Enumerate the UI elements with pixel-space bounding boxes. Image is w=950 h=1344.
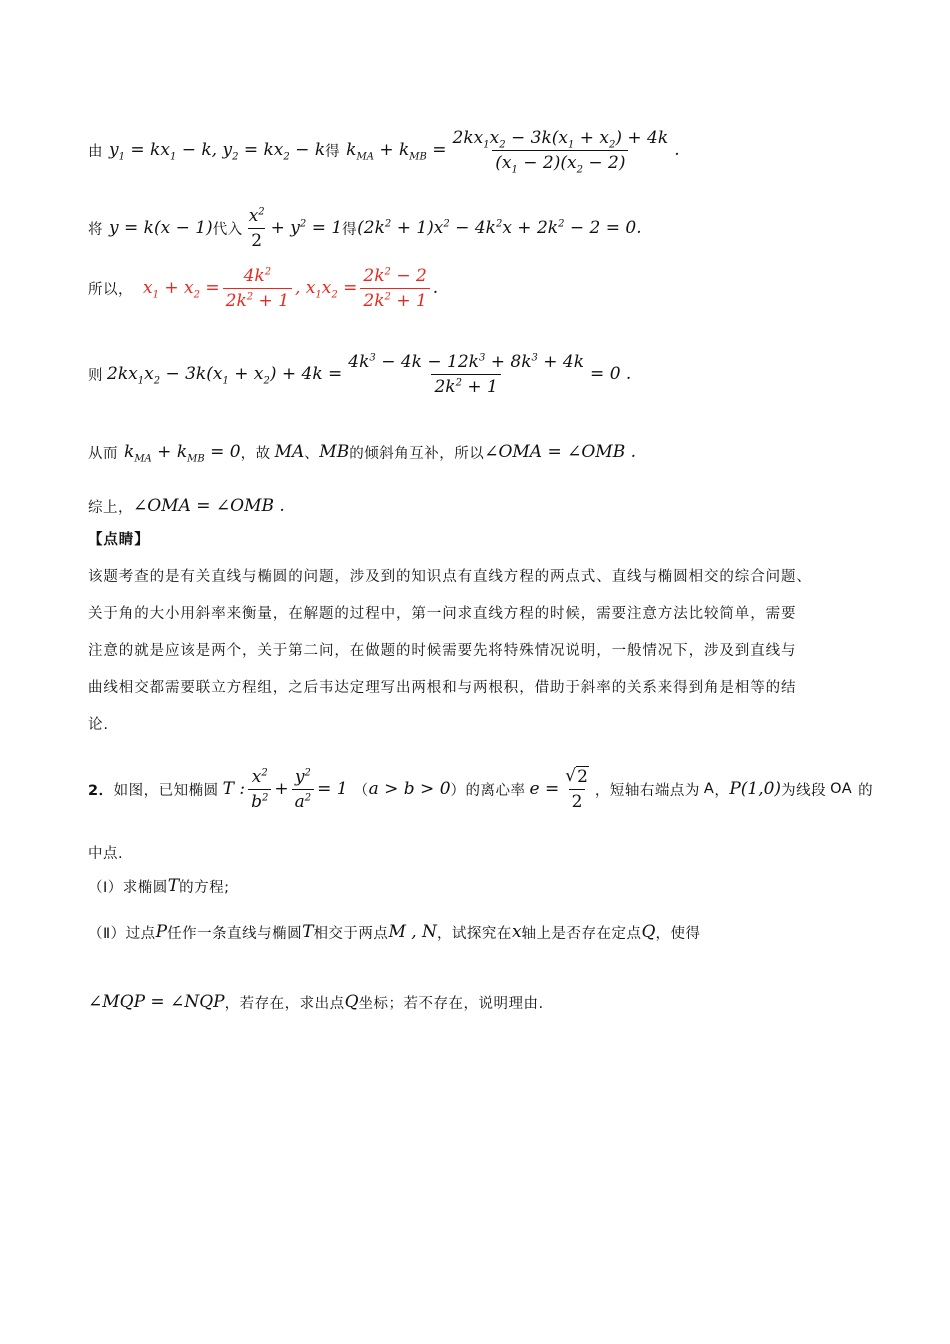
math-expression: .: [432, 278, 439, 298]
text: （: [353, 782, 369, 799]
equation-line-5: [88, 432, 880, 472]
math-fraction: √ 2 2: [565, 766, 588, 812]
text: 的方程;: [179, 879, 230, 896]
equation-line-2: [88, 200, 880, 256]
math-expression: ∠OMA = ∠OMB .: [484, 442, 637, 462]
part-2-continued: [88, 982, 880, 1022]
equation-line-1: [88, 120, 880, 180]
math-expression: M , N: [388, 922, 437, 942]
math-expression: $(2k^2 + 1)x^2 - 4k^2x + 2k^2 - 2 = 0$.: [357, 218, 642, 238]
math-fraction: $\frac{4k^2}{2k^2 + 1}$: [223, 266, 292, 311]
problem-2-continued: [88, 838, 880, 866]
math-expression: MB: [319, 442, 350, 462]
math-expression: , $x_1x_2$ =: [295, 278, 358, 301]
comment-heading: 【点睛】: [88, 532, 150, 548]
math-expression: P(1,0): [729, 779, 782, 799]
math-fraction: $\frac{x^2}{2}$: [248, 205, 265, 251]
text: ，故: [240, 445, 271, 462]
text: 相交于两点: [313, 925, 389, 942]
math-expression: a > b > 0: [368, 779, 451, 799]
math-expression: x: [511, 922, 522, 942]
problem-2-statement: [88, 758, 880, 820]
text: 由: [88, 143, 103, 160]
math-expression: ∠MQP = ∠NQP: [88, 992, 225, 1012]
text: ，试探究在: [436, 925, 512, 942]
math-expression: MA: [274, 442, 305, 462]
math-expression: ∠OMA = ∠OMB .: [133, 496, 285, 516]
math-expression: $k_{MA} + k_{MB} = 0$: [124, 442, 241, 465]
math-expression: $x_1 + x_2$ =: [143, 278, 220, 301]
text: 从而: [88, 445, 118, 462]
math-expression: e =: [529, 779, 560, 799]
math-expression: T: [167, 876, 180, 896]
math-expression: T :: [222, 779, 246, 799]
text: 、: [304, 445, 320, 462]
comment-line: 曲线相交都需要联立方程组，之后韦达定理写出两根和与两根积，借助于斜率的关系来得到角是相等的结: [88, 680, 797, 696]
math-expression: + $y^2 = 1$: [270, 218, 343, 238]
text: 如图，已知椭圆: [113, 782, 219, 799]
text: 坐标；若不存在，说明理由.: [358, 995, 544, 1012]
math-expression: y = k(x − 1): [109, 218, 213, 238]
text: ，若存在，求出点: [224, 995, 345, 1012]
sqrt-symbol: √ 2: [565, 766, 588, 787]
text: ）的离心率: [450, 782, 526, 799]
comment-line: 论.: [88, 717, 109, 733]
math-fraction: $\frac{y^2}{a^2}$: [292, 767, 315, 812]
part-1: [88, 872, 880, 900]
math-expression: $y_1 = kx_1 - k$, $y_2 = kx_2 - k$: [109, 140, 326, 163]
math-fraction: $\frac{x^2}{b^2}$: [248, 767, 271, 812]
math-fraction: $\frac{2kx_1x_2 - 3k(x_1 + x_2) + 4k}{(x_1 - 2)(x_2 - 2)}$: [452, 127, 669, 175]
text: 代入: [212, 221, 243, 238]
equation-line-3: [88, 260, 880, 316]
comment-line: 该题考查的是有关直线与椭圆的问题，涉及到的知识点有直线方程的两点式、直线与椭圆相交的综合问题、: [88, 569, 812, 585]
text: 则: [88, 367, 103, 384]
math-expression: = 1: [317, 779, 348, 799]
comment-block: [88, 522, 868, 744]
text: ，: [714, 782, 730, 799]
math-expression: .: [674, 140, 680, 160]
text: 轴上是否存在定点: [521, 925, 642, 942]
math-expression: Q: [344, 992, 359, 1012]
math-expression: +: [274, 779, 289, 799]
text: 得: [342, 221, 358, 238]
text: ，短轴右端点为: [594, 782, 700, 799]
math-expression: T: [302, 922, 314, 942]
equation-line-6: [88, 488, 880, 524]
text: A: [703, 781, 715, 797]
math-expression: P: [155, 922, 168, 942]
equation-line-4: [88, 346, 880, 402]
comment-line: 注意的就是应该是两个，关于第二问，在做题的时候需要先将特殊情况说明，一般情况下，涉及到直线与: [88, 643, 797, 659]
text: 综上，: [88, 499, 133, 516]
text: 所以，: [88, 281, 133, 298]
math-expression: $k_{MA} + k_{MB}$ =: [346, 140, 447, 163]
text: 将: [88, 221, 103, 238]
text: （Ⅱ）过点: [88, 925, 156, 942]
text: （Ⅰ）求椭圆: [88, 879, 168, 896]
problem-number: 2．: [88, 782, 114, 799]
math-fraction: $\frac{4k^3 - 4k - 12k^3 + 8k^3 + 4k}{2k^2 + 1}$: [348, 351, 585, 397]
text: ，使得: [655, 925, 701, 942]
math-expression: $2kx_1x_2 - 3k(x_1 + x_2) + 4k$ =: [107, 364, 343, 387]
text: 中点.: [88, 845, 124, 862]
text: 任作一条直线与椭圆: [167, 925, 303, 942]
text: 的: [858, 782, 874, 799]
text: OA: [830, 781, 853, 797]
comment-line: 关于角的大小用斜率来衡量，在解题的过程中，第一问求直线方程的时候，需要注意方法比较简单，需要: [88, 606, 797, 622]
text: 得: [325, 143, 341, 160]
math-fraction: $\frac{2k^2 - 2}{2k^2 + 1}$: [360, 266, 429, 311]
text: 为线段: [781, 782, 827, 799]
math-expression: = 0 .: [590, 364, 632, 384]
text: 的倾斜角互补，所以: [349, 445, 485, 462]
part-2: [88, 912, 880, 952]
math-expression: Q: [641, 922, 656, 942]
